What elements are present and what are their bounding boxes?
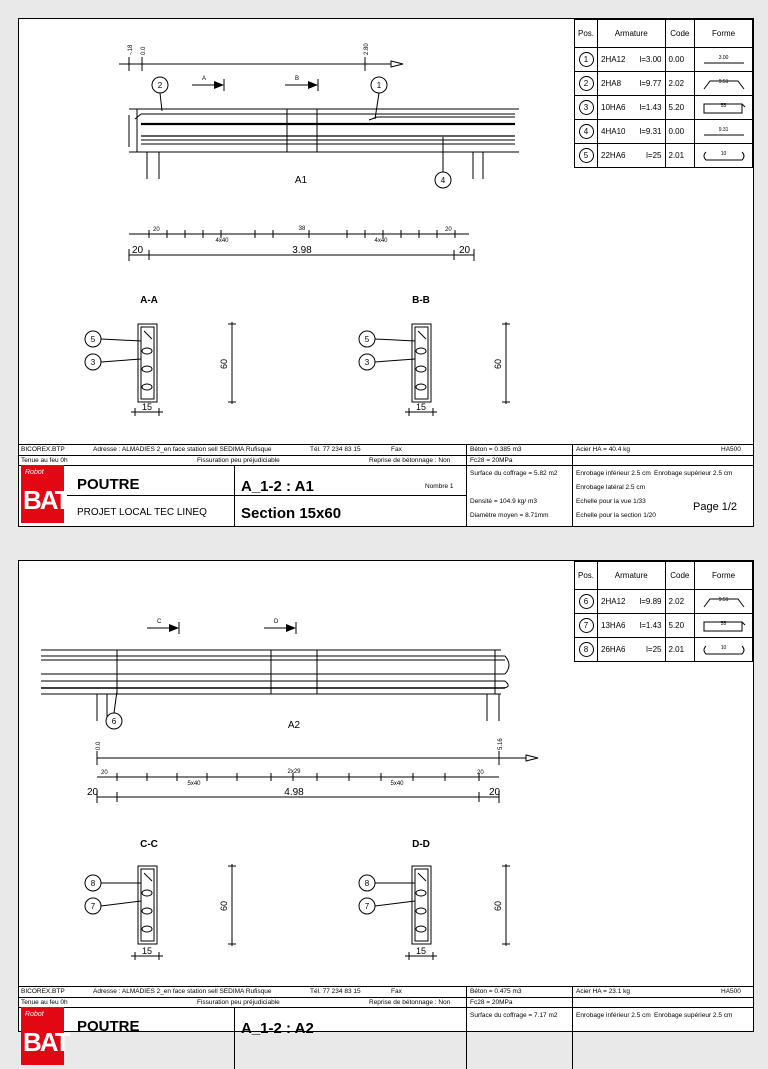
rebar-code: 2.02 [665,72,695,96]
bubble-7: 7 [90,902,96,911]
spacing-dim-mid: 2x29 [287,769,301,775]
rebar-shape-dim: 10 [720,644,727,651]
rebar-shape [695,614,753,638]
level-mark-2: 0.0 [141,46,147,55]
overall-dim-right: 20 [489,787,501,798]
section-c-c [85,839,236,960]
section-height-dim: 60 [493,900,503,912]
title-block [19,986,753,1069]
element-type: POUTRE [77,1018,140,1035]
section-width-dim: 15 [141,402,153,412]
title-block [19,444,753,527]
densite: Densité = 104.9 kg/ m3 [470,498,538,505]
overall-dim-length: 3.98 [292,245,312,256]
bubble-8: 8 [364,879,370,888]
section-title: D-D [412,839,430,850]
rebar-length: l=1.43 [633,614,665,638]
rebar-armature: 2HA12 [598,590,633,614]
bubble-6 [106,713,122,729]
fc28: Fc28 = 20MPa [470,457,513,464]
spacing-dim-left: 20 [101,770,108,776]
section-height-dim: 60 [219,900,229,912]
rebar-shape-dim: 55 [720,620,727,627]
bubble-4 [435,172,451,188]
section-a-a [85,295,236,416]
section-width-dim: 15 [415,402,427,412]
rebar-pos: 1 [575,48,598,72]
overall-dim-right: 20 [459,245,471,256]
rebar-code: 2.01 [665,144,695,168]
col-code: Code [665,20,695,48]
rebar-shape [695,96,753,120]
section-arrow-label-b: B [295,76,300,82]
rebar-pos: 6 [575,590,598,614]
company-fax: Fax [391,446,402,453]
rebar-length: l=9.31 [633,120,665,144]
rebar-shape [695,72,753,96]
echelle-vue: Echelle pour la vue 1/33 [576,498,646,505]
rebar-row [575,48,753,72]
section-title: C-C [140,839,158,850]
beam-label: A2 [287,720,301,731]
drawing-area [19,561,574,986]
rebar-row [575,638,753,662]
section-name: Section 15x60 [241,505,342,522]
level-mark-2: 5.16 [498,738,504,750]
rebar-armature: 10HA6 [598,96,633,120]
drawing-area [19,19,574,444]
bubble-3: 3 [90,358,96,367]
beam-name: A_1-2 : A2 [241,1020,314,1037]
company-address: Adresse : ALMADIES 2_en face station sell SEDIMA Rufisque [93,988,272,995]
section-b-b [359,295,510,416]
rebar-armature: 13HA6 [598,614,633,638]
rebar-length: l=9.77 [633,72,665,96]
rebar-code: 5.20 [665,96,695,120]
rebar-length: l=3.00 [633,48,665,72]
diametre: Diamètre moyen = 8.71mm [470,512,549,519]
reprise: Reprise de bétonnage : Non [369,999,451,1006]
bubble-7: 7 [364,902,370,911]
fire-rating: Tenue au feu 0h [21,999,68,1006]
beam-label: A1 [294,175,308,186]
rebar-shape-dim: 9.51 [718,596,729,603]
drawing-sheet-1 [18,18,754,527]
rebar-length: l=25 [633,144,665,168]
section-height-dim: 60 [493,358,503,370]
level-arrow [391,61,403,67]
level-mark-1: -.18 [128,44,134,55]
rebar-shape-dim: 9.31 [718,126,729,133]
rebar-schedule [574,19,753,168]
company-name: BICOREX.BTP [21,988,65,995]
col-forme: Forme [695,562,753,590]
spacing-dim-mid: 38 [298,226,306,232]
rebar-length: l=25 [633,638,665,662]
rebar-shape-drawing [702,126,746,138]
col-armature: Armature [598,20,665,48]
section-title: B-B [412,295,430,306]
rebar-header-row [575,20,753,48]
acier-weight: Acier HA = 23.1 kg [576,988,631,995]
spacing-group-left: 4x40 [215,238,229,244]
rebar-shape-drawing [702,78,746,90]
robobat-logo [21,1007,69,1065]
svg-text:1: 1 [376,81,382,90]
drawing-sheet-2 [18,560,754,1057]
rebar-shape-drawing [702,644,746,656]
company-tel: Tél. 77 234 83 15 [310,446,361,453]
enrobage-superieur: Enrobage supérieur 2.5 cm [654,1012,733,1019]
beton-volume: Béton = 0.475 m3 [470,988,522,995]
rebar-shape-dim: 55 [720,102,727,109]
rebar-shape-dim: 3.00 [718,54,729,61]
echelle-section: Echelle pour la section 1/20 [576,512,656,519]
rebar-shape-drawing [702,596,746,608]
level-mark-1: 0.0 [96,741,102,750]
section-width-dim: 15 [415,946,427,956]
section-d-d [359,839,510,960]
overall-dim-left: 20 [132,245,144,256]
rebar-header-row [575,562,753,590]
rebar-shape [695,590,753,614]
bubble-5: 5 [90,335,96,344]
bubble-3: 3 [364,358,370,367]
rebar-row [575,144,753,168]
section-arrow-label-a: A [202,76,207,82]
spacing-dim-right: 20 [445,227,452,233]
rebar-pos: 2 [575,72,598,96]
rebar-shape [695,638,753,662]
acier-weight: Acier HA = 40.4 kg [576,446,631,453]
logo-main: BAT [23,485,69,515]
spacing-group-left: 5x40 [187,781,201,787]
rebar-pos: 4 [575,120,598,144]
spacing-dim-left: 20 [153,227,160,233]
bubble-8: 8 [90,879,96,888]
overall-dim-left: 20 [87,787,99,798]
section-height-dim: 60 [219,358,229,370]
col-code: Code [665,562,695,590]
cracking: Fissuration peu préjudiciable [197,457,280,464]
rebar-shape-drawing [702,102,746,114]
rebar-armature: 2HA8 [598,72,633,96]
rebar-shape-drawing [702,54,746,66]
logo-sub: Robot [25,1011,44,1018]
rebar-length: l=1.43 [633,96,665,120]
enrobage-superieur: Enrobage supérieur 2.5 cm [654,470,733,477]
rebar-shape-drawing [702,150,746,162]
section-width-dim: 15 [141,946,153,956]
steel-grade: HA500 [721,988,741,995]
coffrage-surface: Surface du coffrage = 5.82 m2 [470,470,558,477]
reprise: Reprise de bétonnage : Non [369,457,451,464]
col-pos: Pos. [575,20,598,48]
company-fax: Fax [391,988,402,995]
rebar-code: 2.02 [665,590,695,614]
rebar-row [575,590,753,614]
fire-rating: Tenue au feu 0h [21,457,68,464]
col-forme: Forme [695,20,753,48]
rebar-row [575,120,753,144]
rebar-row [575,96,753,120]
rebar-armature: 22HA6 [598,144,633,168]
rebar-pos: 5 [575,144,598,168]
rebar-pos: 7 [575,614,598,638]
rebar-code: 0.00 [665,48,695,72]
bubble-2 [152,77,168,93]
rebar-row [575,614,753,638]
beam-count: Nombre 1 [425,483,454,490]
rebar-row [575,72,753,96]
overall-dim-length: 4.98 [284,787,304,798]
logo-main: BAT [23,1027,69,1057]
section-arrow-label-c: C [157,619,162,625]
robobat-logo [21,465,69,523]
steel-grade: HA500 [721,446,741,453]
rebar-code: 5.20 [665,614,695,638]
spacing-group-right: 5x40 [390,781,404,787]
rebar-shape [695,120,753,144]
beam-name: A_1-2 : A1 [241,478,314,495]
fc28: Fc28 = 20MPa [470,999,513,1006]
svg-text:6: 6 [111,717,117,726]
spacing-dim-right: 20 [477,770,484,776]
enrobage-lateral: Enrobage latéral 2.5 cm [576,484,646,491]
rebar-code: 0.00 [665,120,695,144]
coffrage-surface: Surface du coffrage = 7.17 m2 [470,1012,558,1019]
section-arrow-label-d: D [274,619,279,625]
rebar-pos: 3 [575,96,598,120]
level-mark-3: 2.80 [364,43,370,55]
rebar-shape [695,48,753,72]
company-address: Adresse : ALMADIES 2_en face station sell SEDIMA Rufisque [93,446,272,453]
rebar-schedule [574,561,753,662]
rebar-shape [695,144,753,168]
section-title: A-A [140,295,158,306]
col-armature: Armature [598,562,665,590]
rebar-length: l=9.89 [633,590,665,614]
svg-text:2: 2 [157,81,163,90]
enrobage-inferieur: Enrobage inférieur 2.5 cm [576,1012,651,1019]
page-number: Page 1/2 [693,501,738,513]
rebar-shape-drawing [702,620,746,632]
element-type: POUTRE [77,476,140,493]
rebar-code: 2.01 [665,638,695,662]
spacing-group-right: 4x40 [374,238,388,244]
company-name: BICOREX.BTP [21,446,65,453]
col-pos: Pos. [575,562,598,590]
beton-volume: Béton = 0.385 m3 [470,446,522,453]
rebar-armature: 26HA6 [598,638,633,662]
enrobage-inferieur: Enrobage inférieur 2.5 cm [576,470,651,477]
rebar-shape-dim: 9.51 [718,78,729,85]
rebar-armature: 2HA12 [598,48,633,72]
company-tel: Tél. 77 234 83 15 [310,988,361,995]
rebar-pos: 8 [575,638,598,662]
bubble-5: 5 [364,335,370,344]
bubble-1 [371,77,387,93]
svg-text:4: 4 [440,176,446,185]
project-name: PROJET LOCAL TEC LINEQ [77,507,207,518]
logo-sub: Robot [25,469,44,476]
rebar-armature: 4HA10 [598,120,633,144]
cracking: Fissuration peu préjudiciable [197,999,280,1006]
rebar-shape-dim: 10 [720,150,727,157]
